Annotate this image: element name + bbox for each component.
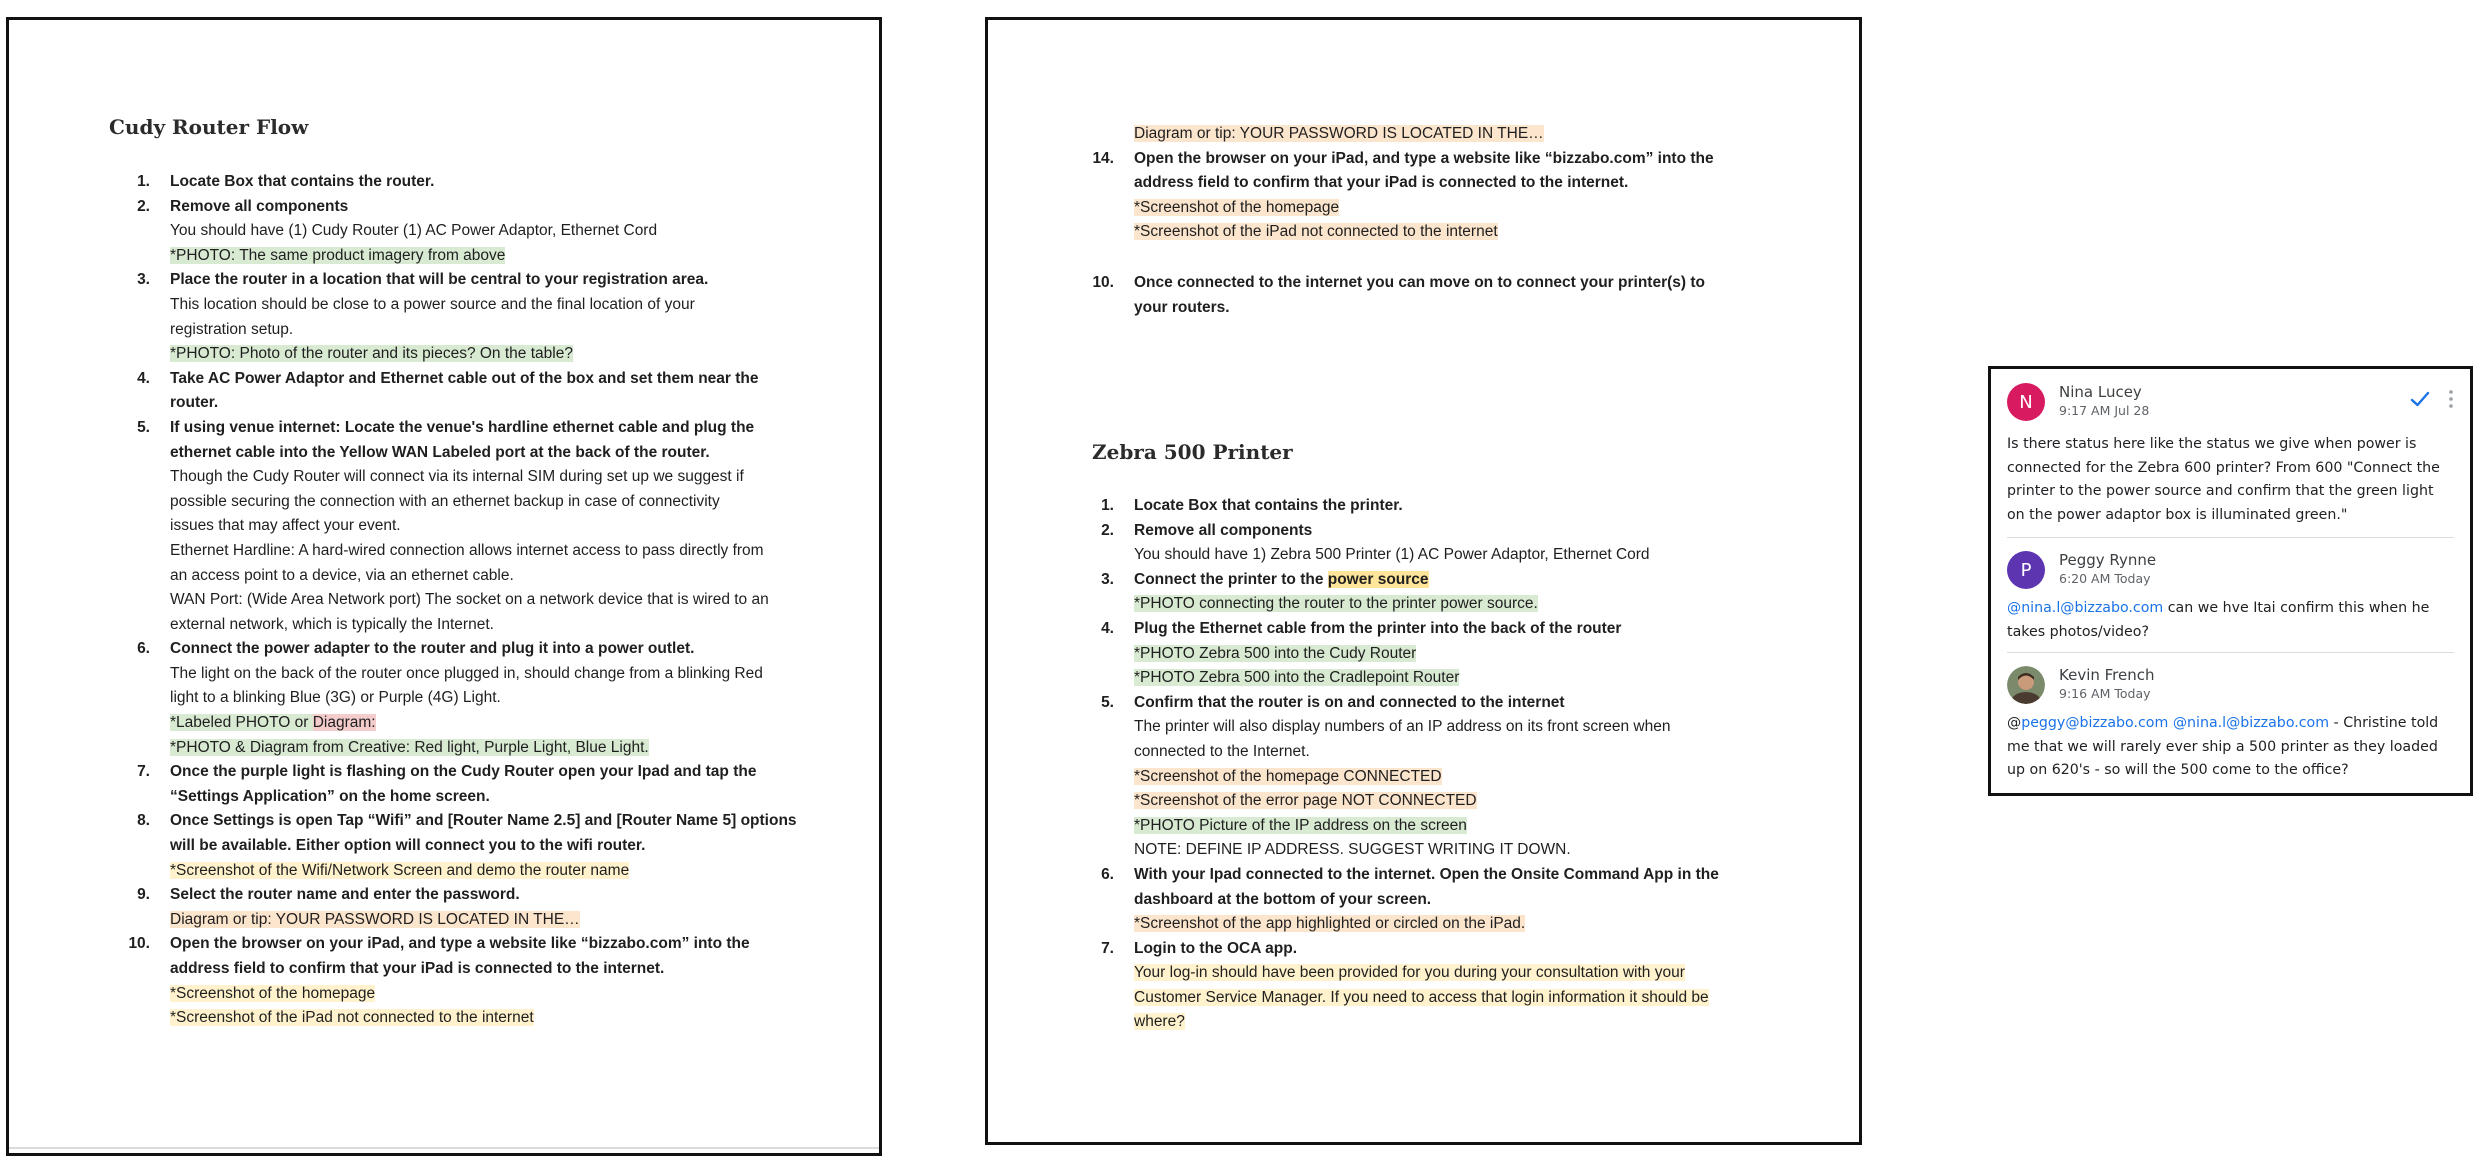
comment-divider: [2007, 652, 2454, 653]
mention-link[interactable]: peggy@bizzabo.com: [2021, 715, 2169, 731]
mention-link[interactable]: @nina.l@bizzabo.com: [2172, 715, 2330, 731]
avatar[interactable]: N: [2007, 383, 2045, 421]
tip-note: Diagram or tip: YOUR PASSWORD IS LOCATED IN THE…: [1134, 125, 1544, 142]
screenshot-note: *Screenshot of the homepage CONNECTED: [1134, 767, 1442, 785]
list-item: 3. Place the router in a location that will be central to your registration area. This location should be close to a power source and the final location of your registration setup. *PHOTO: Photo of the router and its pieces? On the table?: [137, 271, 709, 363]
comment-body: Is there status here like the status we give when power is connected for the Zebra 600 printer? From 600 "Connect the printer to the power source and confirm that the green light on the power adaptor box is illuminated green.": [2007, 436, 2440, 523]
comment-time: 9:16 AM Today: [2059, 686, 2151, 701]
list-item: 5. If using venue internet: Locate the venue's hardline ethernet cable and plug the ethernet cable into the Yellow WAN Labeled port at the back of the router. Though the Cudy Router will connect via its internal SIM during set up we suggest if possible securing the connection with an ethernet backup in case of connectivity issues that may affect your event. Ethernet Hardline: A hard-wired connection allows internet access to pass directly from an access point to a device, via an ethernet cable. WAN Port: (Wide Area Network port) The socket on a network device that is wired to an external network, which is typically the Internet.: [137, 418, 769, 633]
list-item: 5. Confirm that the router is on and connected to the internet The printer will also display numbers of an IP address on its front screen when connected to the Internet. *Screenshot of the homepage CONNECTED *Screenshot of the error page NOT CONNECTED *PHOTO Picture of the IP address on the screen NOTE: DEFINE IP ADDRESS. SUGGEST WRITING IT DOWN.: [1101, 693, 1671, 859]
photo-note: *PHOTO Zebra 500 into the Cudy Router: [1134, 644, 1417, 662]
photo-note: *PHOTO: Photo of the router and its pieces? On the table?: [170, 345, 573, 363]
screenshot-note: *Screenshot of the app highlighted or circled on the iPad.: [1134, 915, 1526, 933]
screenshot-note: *Screenshot of the homepage: [1134, 198, 1340, 216]
cudy-steps-list: [120, 170, 820, 1031]
comment-author: Kevin French: [2059, 666, 2155, 684]
avatar[interactable]: P: [2007, 551, 2045, 589]
tip-note: Diagram or tip: YOUR PASSWORD IS LOCATED IN THE…: [170, 910, 580, 928]
list-item: 6. With your Ipad connected to the internet. Open the Onsite Command App in the dashboard at the bottom of your screen. *Screenshot of the app highlighted or circled on the iPad.: [1101, 865, 1719, 933]
photo-note: *PHOTO Picture of the IP address on the screen: [1134, 816, 1467, 834]
list-item: 4. Plug the Ethernet cable from the printer into the back of the router *PHOTO Zebra 500 into the Cudy Router *PHOTO Zebra 500 into the Cradlepoint Router: [1101, 619, 1622, 687]
more-options-icon[interactable]: [2448, 389, 2454, 409]
screenshot-note: *Screenshot of the homepage: [170, 984, 376, 1002]
continued-steps-list: [1084, 122, 1804, 320]
page-bottom-border: [9, 1147, 879, 1149]
zebra-steps-list: [1084, 494, 1804, 1035]
comment-author: Nina Lucey: [2059, 383, 2142, 401]
comment-time: 6:20 AM Today: [2059, 571, 2151, 586]
comment-body: @nina.l@bizzabo.com can we hve Itai confirm this when he takes photos/video?: [2007, 600, 2430, 640]
screenshot-note: *Screenshot of the iPad not connected to the internet: [1134, 223, 1498, 241]
list-item: 3. Connect the printer to the power source *PHOTO connecting the router to the printer power source.: [1101, 570, 1538, 613]
resolve-check-icon[interactable]: [2410, 389, 2430, 409]
comment-author: Peggy Rynne: [2059, 551, 2157, 569]
document-page-1: [6, 17, 882, 1156]
screenshot-note: *Screenshot of the iPad not connected to the internet: [170, 1009, 534, 1027]
mention-link[interactable]: @nina.l@bizzabo.com: [2007, 600, 2164, 616]
list-item: 8. Once Settings is open Tap “Wifi” and [Router Name 2.5] and [Router Name 5] options will be available. Either option will connect you to the wifi router. *Screenshot of the Wifi/Network Screen and demo the router name: [137, 812, 797, 879]
photo-note: *PHOTO connecting the router to the printer power source.: [1134, 595, 1538, 613]
list-item: 1. Locate Box that contains the printer.: [1101, 497, 1403, 514]
photo-note: *PHOTO Zebra 500 into the Cradlepoint Router: [1134, 669, 1460, 687]
photo-note: *PHOTO & Diagram from Creative: Red light, Purple Light, Blue Light.: [170, 738, 649, 756]
page-title: Cudy Router Flow: [109, 115, 309, 139]
photo-note: *PHOTO: The same product imagery from above: [170, 246, 506, 264]
comment-divider: [2007, 537, 2454, 538]
list-item: 2. Remove all components You should have (1) Cudy Router (1) AC Power Adaptor, Ethernet Cord *PHOTO: The same product imagery from above: [137, 197, 658, 264]
comment-body: @peggy@bizzabo.com @nina.l@bizzabo.com - Christine told me that we will rarely ever ship a 500 printer as they loaded up on 620's - so will the 500 come to the office?: [2007, 715, 2439, 778]
comment-time: 9:17 AM Jul 28: [2059, 403, 2150, 418]
list-item: 1. Locate Box that contains the router.: [137, 173, 435, 190]
list-item: 9. Select the router name and enter the password. Diagram or tip: YOUR PASSWORD IS LOCATED IN THE…: [137, 886, 580, 928]
comment: [2007, 551, 2454, 646]
list-item: 6. Connect the power adapter to the router and plug it into a power outlet. The light on the back of the router once plugged in, should change from a blinking Red light to a blinking Blue (3G) or Purple (4G) Light. *Labeled PHOTO or Diagram: *PHOTO & Diagram from Creative: Red light, Purple Light, Blue Light.: [137, 640, 763, 756]
comment-thread: [1988, 366, 2473, 796]
list-item: [1084, 122, 1804, 147]
list-item: 10. Once connected to the internet you can move on to connect your printer(s) to your routers.: [1092, 273, 1705, 316]
comment: [2007, 666, 2454, 786]
list-item: 14. Open the browser on your iPad, and type a website like “bizzabo.com” into the address field to confirm that your iPad is connected to the internet. *Screenshot of the homepage *Screenshot of the iPad not connected to the internet: [1092, 149, 1714, 241]
screenshot-note: *Screenshot of the Wifi/Network Screen and demo the router name: [170, 861, 630, 879]
screenshot-note: *Screenshot of the error page NOT CONNECTED: [1134, 792, 1477, 810]
avatar[interactable]: [2007, 666, 2045, 704]
list-item: 4. Take AC Power Adaptor and Ethernet cable out of the box and set them near the router.: [137, 369, 759, 412]
list-item: 7. Once the purple light is flashing on the Cudy Router open your Ipad and tap the “Settings Application” on the home screen.: [137, 763, 757, 805]
list-item: 10. Open the browser on your iPad, and type a website like “bizzabo.com” into the address field to confirm that your iPad is connected to the internet. *Screenshot of the homepage *Screenshot of the iPad not connected to the internet: [128, 935, 750, 1027]
spacer: [1084, 245, 1804, 271]
document-page-2: [985, 17, 1862, 1145]
list-item: 7. Login to the OCA app. Your log-in should have been provided for you during your consultation with your Customer Service Manager. If you need to access that login information it should be where?: [1101, 939, 1709, 1031]
list-item: 2. Remove all components You should have 1) Zebra 500 Printer (1) AC Power Adaptor, Ethernet Cord: [1101, 521, 1650, 564]
comment: [2007, 383, 2454, 533]
page-title: Zebra 500 Printer: [1092, 440, 1293, 464]
